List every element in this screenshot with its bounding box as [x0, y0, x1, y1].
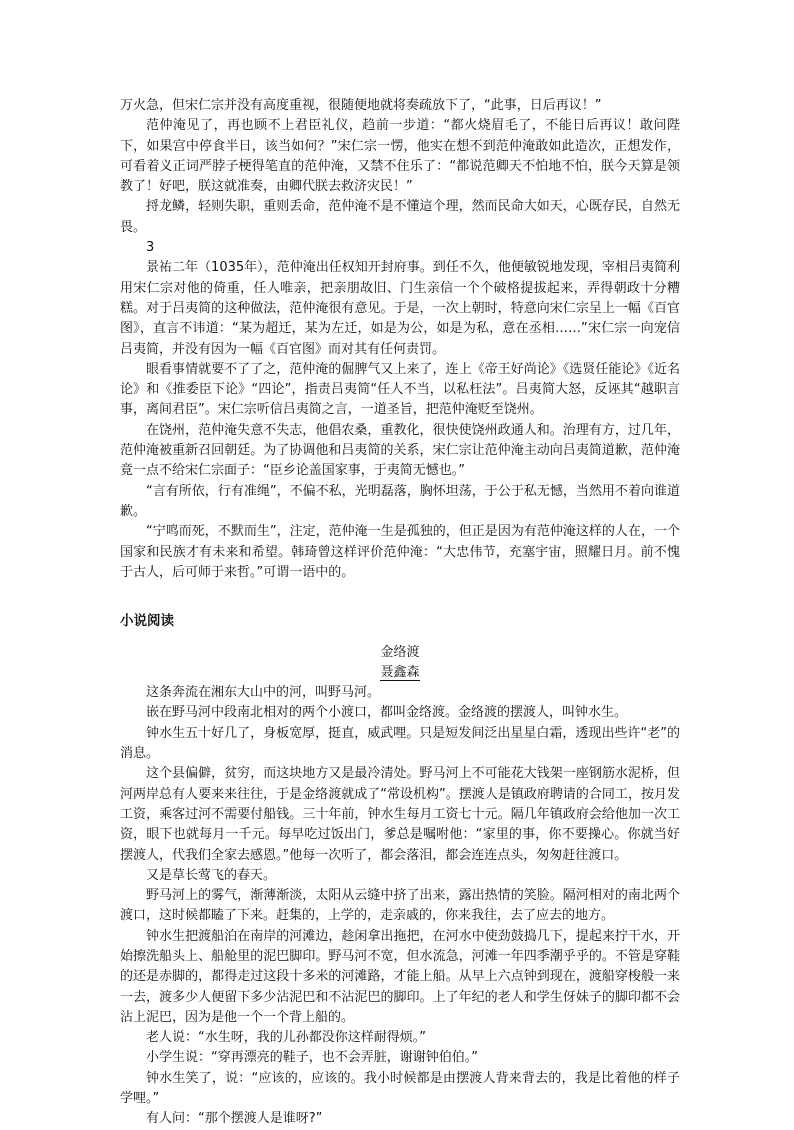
- story-author: [120, 663, 680, 683]
- novel-paragraph: 这个县偏僻，贫穷，而这块地方又是最冷清处。野马河上不可能花大钱架一座钢筋水泥桥，但河两岸总有人要来来往往，于是金络渡就成了“常设机构”。摆渡人是镇政府聘请的合同工，按月发工资，乘客过河不需要付船钱。三十年前，钟水生每月工资七十元。隔几年镇政府会给他加一次工资，眼下也就每月一千元。每早吃过饭出门，爹总是嘱咐他：“家里的事，你不要操心。你就当好摆渡人，代我们全家去感恩。”他每一次听了，都会落泪，都会连连点头，匆匆赶往渡口。: [120, 766, 680, 863]
- novel-paragraph: 钟水生五十好几了，身板宽厚，挺直，威武哩。只是短发间泛出星星白霜，透现出些许“老”的消息。: [120, 725, 680, 762]
- essay-section: [120, 96, 680, 583]
- novel-paragraph: 钟水生笑了，说：“应该的，应该的。我小时候都是由摆渡人背来背去的，我是比着他的样子学哩。”: [120, 1070, 680, 1107]
- novel-paragraph: 钟水生把渡船泊在南岸的河滩边，趁闲拿出拖把，在河水中使劲鼓捣几下，提起来拧干水，开始擦洗船头上、船舱里的泥巴脚印。野马河不宽，但水流急，河滩一年四季潮乎乎的。不管是穿鞋的还是赤脚的，都得走过这段十多米的河滩路，才能上船。从早上六点钟到现在，渡船穿梭般一来一去，渡多少人便留下多少沾泥巴和不沾泥巴的脚印。上了年纪的老人和学生伢妹子的脚印都不会沾上泥巴，因为是他一个一个背上船的。: [120, 928, 680, 1025]
- novel-paragraph: 老人说：“水生呀，我的儿孙都没你这样耐得烦。”: [146, 1030, 426, 1046]
- novel-paragraph: 野马河上的雾气，渐薄渐淡，太阳从云缝中挤了出来，露出热情的笑脸。隔河相对的南北两个渡口，这时候都瞌了下来。赶集的，上学的，走亲戚的，你来我往，去了应去的地方。: [120, 888, 680, 924]
- section-number: 3: [146, 240, 155, 256]
- essay-paragraph: 景祐二年（1035年），范仲淹出任权知开封府事。到任不久，他便敏锐地发现，宰相吕夷简利用宋仁宗对他的倚重，任人唯亲，把亲朋故旧、门生亲信一个个破格提拔起来，弄得朝政十分糟糕。对于吕夷简的这种做法，范仲淹很有意见。于是，一次上朝时，特意向宋仁宗呈上一幅《百官图》，直言不讳道：“某为超迁，某为左迁，如是为公，如是为私，意在丞相……”宋仁宗一向宠信吕夷简，并没有因为一幅《百官图》而对其有任何责罚。: [120, 260, 680, 357]
- essay-paragraph: “言有所依，行有准绳”，不偏不私，光明磊落，胸怀坦荡，于公于私无憾，当然用不着向谁道歉。: [120, 483, 680, 519]
- essay-paragraph: “宁鸣而死，不默而生”，注定，范仲淹一生是孤独的，但正是因为有范仲淹这样的人在，一个国家和民族才有未来和希望。韩琦曾这样评价范仲淹：“大忠伟节，充塞宇宙，照耀日月。前不愧于古人，后可师于来哲。”可谓一语中的。: [120, 524, 680, 580]
- novel-paragraph: 嵌在野马河中段南北相对的两个小渡口，都叫金络渡。金络渡的摆渡人，叫钟水生。: [146, 705, 628, 721]
- novel-paragraph: 小学生说：“穿再漂亮的鞋子，也不会弄脏，谢谢钟伯伯。”: [146, 1050, 478, 1066]
- document-page: [120, 96, 680, 1130]
- story-title: 金络渡: [380, 645, 420, 661]
- novel-paragraph: 又是草长莺飞的春天。: [146, 867, 277, 883]
- author-name: 聂鑫森: [380, 665, 420, 681]
- novel-paragraph: 有人问：“那个摆渡人是谁呀?”: [146, 1111, 323, 1127]
- essay-paragraph: 万火急，但宋仁宗并没有高度重视，很随便地就将奏疏放下了，“此事，日后再议！”: [120, 98, 602, 113]
- novel-section: [120, 611, 680, 1130]
- essay-paragraph: 捋龙鳞，轻则失职，重则丢命，范仲淹不是不懂這个理，然而民命大如天，心既存民，自然无畏。: [120, 199, 680, 235]
- essay-paragraph: 在饶州，范仲淹失意不失志，他倡农桑，重教化，很快使饶州政通人和。治理有方，过几年，范仲淹被重新召回朝廷。为了协调他和吕夷简的关系，宋仁宗让范仲淹主动向吕夷简道歉，范仲淹竟一点不给宋仁宗面子：“臣乡论盖国家事，于夷简无憾也。”: [120, 422, 680, 479]
- section-heading: 小说阅读: [120, 613, 174, 630]
- novel-paragraph: 这条奔流在湘东大山中的河，叫野马河。: [146, 685, 381, 701]
- essay-paragraph: 眼看事情就要不了了之，范仲淹的倔脾气又上来了，连上《帝王好尚论》《选贤任能论》《近名论》和《推委臣下论》“四论”，指责吕夷简“任人不当，以私枉法”。吕夷简大怒，反诬其“越职言事，离间君臣”。宋仁宗听信吕夷简之言，一道圣旨，把范仲淹贬至饶州。: [120, 361, 680, 418]
- essay-paragraph: 范仲淹见了，再也顾不上君臣礼仪，趋前一步道：“都火烧眉毛了，不能日后再议！敢问陛下，如果宫中停食半日，该当如何？”宋仁宗一愣，他实在想不到范仲淹敢如此造次，正想发作，可看着义正词严脖子梗得笔直的范仲淹，又禁不住乐了：“都说范卿天不怕地不怕，朕今天算是领教了！好吧，朕这就准奏，由卿代朕去救济灾民！”: [120, 118, 680, 195]
